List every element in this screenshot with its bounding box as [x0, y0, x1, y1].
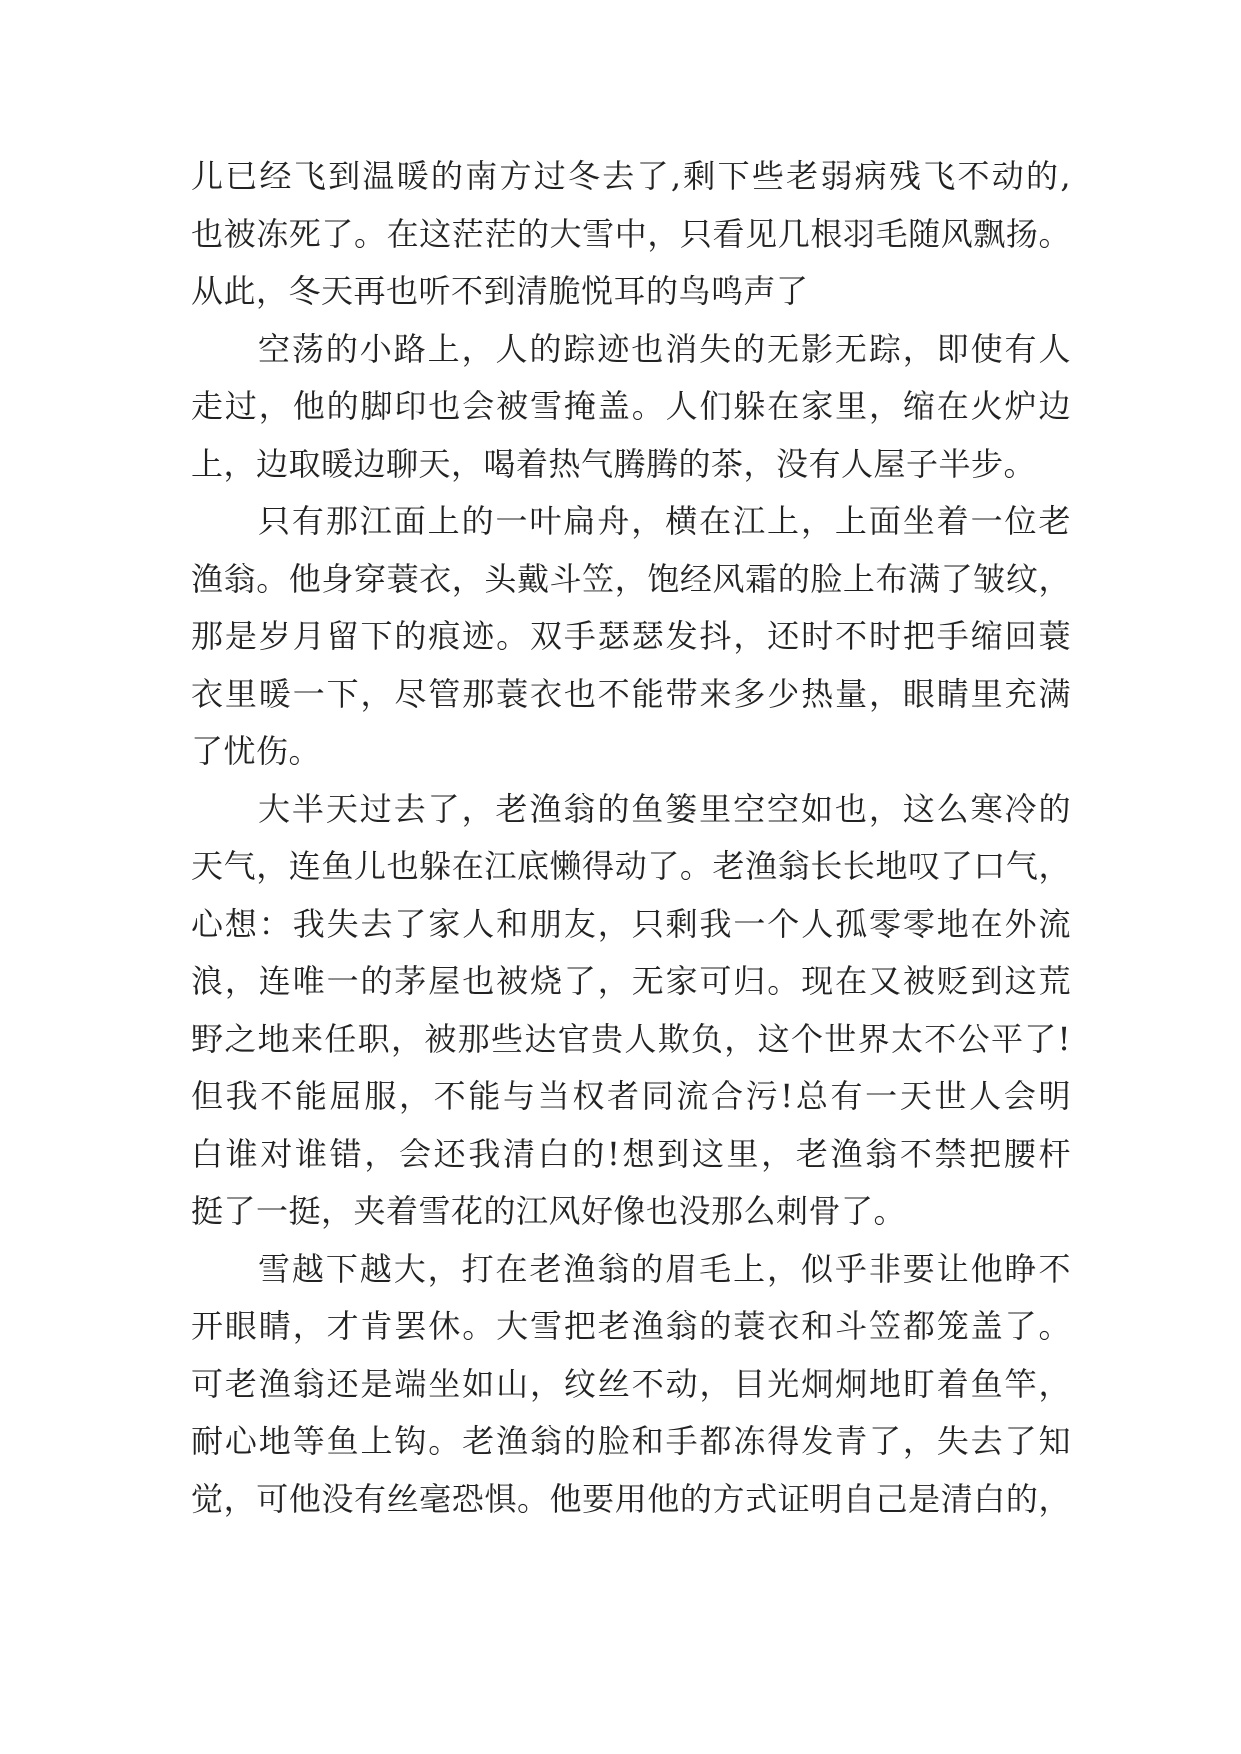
text-line: 白谁对谁错，会还我清白的!想到这里，老渔翁不禁把腰杆: [191, 1134, 1071, 1173]
text-line: 心想：我失去了家人和朋友，只剩我一个人孤零零地在外流: [191, 904, 1071, 943]
text-line: 衣里暖一下，尽管那蓑衣也不能带来多少热量，眼睛里充满: [191, 674, 1071, 713]
text-line: 浪，连唯一的茅屋也被烧了，无家可归。现在又被贬到这荒: [191, 962, 1071, 1000]
text-line: 儿已经飞到温暖的南方过冬去了,剩下些老弱病残飞不动的,: [191, 157, 1071, 195]
text-line: 上，边取暖边聊天，喝着热气腾腾的茶，没有人屋子半步。: [191, 444, 1037, 483]
text-line: 觉，可他没有丝毫恐惧。他要用他的方式证明自己是清白的，: [191, 1479, 1071, 1518]
text-line: 天气，连鱼儿也躲在江底懒得动了。老渔翁长长地叹了口气，: [191, 847, 1071, 885]
text-line: 走过，他的脚印也会被雪掩盖。人们躲在家里，缩在火炉边: [191, 387, 1071, 425]
text-line: 但我不能屈服，不能与当权者同流合污!总有一天世人会明: [191, 1077, 1071, 1115]
text-line: 大半天过去了，老渔翁的鱼篓里空空如也，这么寒冷的: [258, 789, 1071, 828]
text-line: 只有那江面上的一叶扁舟，横在江上，上面坐着一位老: [258, 502, 1071, 540]
body-text: [191, 148, 1071, 1528]
text-line: 也被冻死了。在这茫茫的大雪中，只看见几根羽毛随风飘扬。: [191, 214, 1071, 253]
text-line: 那是岁月留下的痕迹。双手瑟瑟发抖，还时不时把手缩回蓑: [191, 617, 1071, 655]
text-line: 开眼睛，才肯罢休。大雪把老渔翁的蓑衣和斗笠都笼盖了。: [191, 1307, 1071, 1345]
text-line: 可老渔翁还是端坐如山，纹丝不动，目光炯炯地盯着鱼竿，: [191, 1364, 1071, 1403]
text-line: 渔翁。他身穿蓑衣，头戴斗笠，饱经风霜的脸上布满了皱纹，: [191, 559, 1071, 598]
text-line: 空荡的小路上，人的踪迹也消失的无影无踪，即使有人: [258, 329, 1071, 368]
text-line: 耐心地等鱼上钩。老渔翁的脸和手都冻得发青了，失去了知: [191, 1422, 1071, 1460]
text-line: 了忧伤。: [191, 732, 322, 770]
text-line: 野之地来任职，被那些达官贵人欺负，这个世界太不公平了!: [191, 1019, 1071, 1058]
text-line: 从此，冬天再也听不到清脆悦耳的鸟鸣声了: [191, 272, 809, 310]
text-line: 雪越下越大，打在老渔翁的眉毛上，似乎非要让他睁不: [258, 1249, 1071, 1288]
text-line: 挺了一挺，夹着雪花的江风好像也没那么刺骨了。: [191, 1192, 907, 1230]
